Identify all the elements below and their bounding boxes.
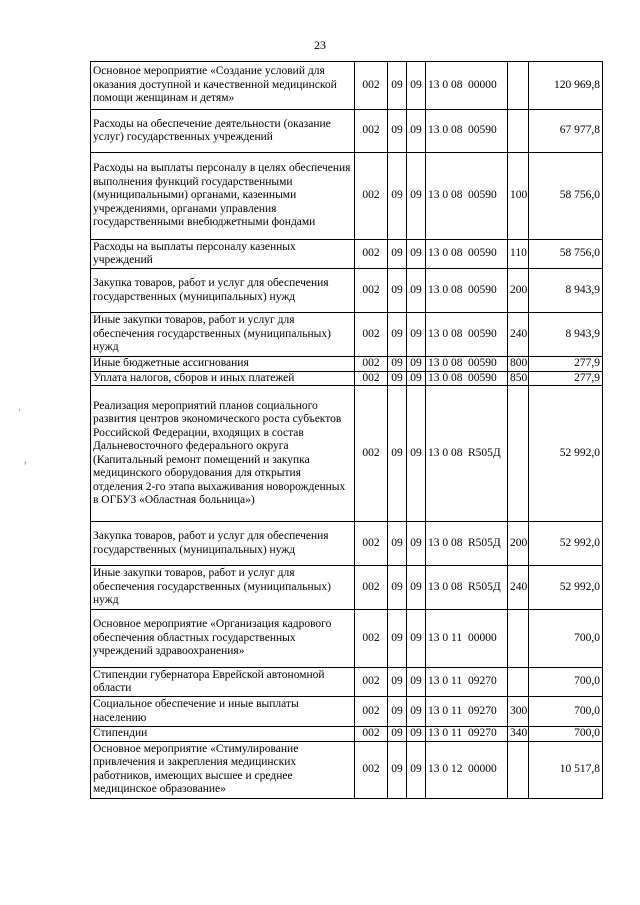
section-cell: 09 (388, 371, 407, 386)
table-row (91, 668, 603, 697)
section-cell: 09 (388, 668, 407, 697)
amount-cell: 58 756,0 (529, 240, 603, 269)
program-code: 13 0 08 (428, 357, 463, 369)
direction-code: 00590 (468, 283, 497, 296)
expense-type-cell (508, 110, 529, 153)
target-code-cell (426, 727, 508, 742)
amount-cell: 700,0 (529, 697, 603, 727)
table-row (91, 357, 603, 372)
ministry-cell: 002 (355, 727, 388, 742)
row-name-cell: Социальное обеспечение и иные выплаты населению (91, 697, 355, 727)
direction-code: 00000 (468, 762, 497, 775)
section-cell: 09 (388, 566, 407, 610)
amount-cell: 58 756,0 (529, 153, 603, 240)
row-name-cell: Расходы на выплаты персоналу в целях обеспечения выполнения функций государственными (муниципальными) органами, казенными учреждениями, органами управления государственными внебюджетными фондами (91, 153, 355, 240)
subsection-cell: 09 (407, 357, 426, 372)
section-cell: 09 (388, 741, 407, 798)
direction-code: 00590 (468, 124, 497, 137)
expense-type-cell (508, 741, 529, 798)
amount-cell: 700,0 (529, 727, 603, 742)
row-name-cell: Иные закупки товаров, работ и услуг для обеспечения государственных (муниципальных) нужд (91, 313, 355, 357)
row-name-cell: Основное мероприятие «Организация кадрового обеспечения областных государственных учреждений здравоохранения» (91, 610, 355, 668)
subsection-cell: 09 (407, 371, 426, 386)
row-name-cell: Расходы на выплаты персоналу казенных учреждений (91, 240, 355, 269)
target-code-cell (426, 668, 508, 697)
section-cell: 09 (388, 697, 407, 727)
expense-type-cell: 200 (508, 269, 529, 313)
budget-table (90, 61, 603, 799)
subsection-cell: 09 (407, 522, 426, 566)
ministry-cell: 002 (355, 522, 388, 566)
section-cell: 09 (388, 153, 407, 240)
ministry-cell: 002 (355, 62, 388, 110)
section-cell: 09 (388, 522, 407, 566)
table-row (91, 566, 603, 610)
section-cell: 09 (388, 357, 407, 372)
table-row (91, 153, 603, 240)
row-name-cell: Закупка товаров, работ и услуг для обеспечения государственных (муниципальных) нужд (91, 522, 355, 566)
table-row (91, 386, 603, 522)
amount-cell: 277,9 (529, 371, 603, 386)
amount-cell: 52 992,0 (529, 522, 603, 566)
expense-type-cell: 240 (508, 566, 529, 610)
amount-cell: 52 992,0 (529, 566, 603, 610)
target-code-cell (426, 371, 508, 386)
program-code: 13 0 08 (428, 446, 463, 459)
expense-type-cell (508, 610, 529, 668)
ministry-cell: 002 (355, 240, 388, 269)
row-name-cell: Основное мероприятие «Стимулирование привлечения и закрепления медицинских работников, имеющих высшее и среднее медицинское образование» (91, 741, 355, 798)
table-row (91, 371, 603, 386)
row-name-cell: Основное мероприятие «Создание условий для оказания доступной и качественной медицинской помощи женщинам и детям» (91, 62, 355, 110)
table-row (91, 522, 603, 566)
subsection-cell: 09 (407, 668, 426, 697)
expense-type-cell: 240 (508, 313, 529, 357)
amount-cell: 277,9 (529, 357, 603, 372)
subsection-cell: 09 (407, 110, 426, 153)
table-row (91, 110, 603, 153)
ministry-cell: 002 (355, 153, 388, 240)
program-code: 13 0 12 (428, 762, 463, 775)
amount-cell: 67 977,8 (529, 110, 603, 153)
program-code: 13 0 11 (428, 727, 463, 739)
subsection-cell: 09 (407, 62, 426, 110)
direction-code: 00590 (468, 189, 497, 202)
row-name-cell: Закупка товаров, работ и услуг для обеспечения государственных (муниципальных) нужд (91, 269, 355, 313)
direction-code: 00000 (468, 78, 497, 91)
table-row (91, 240, 603, 269)
amount-cell: 52 992,0 (529, 386, 603, 522)
direction-code: 00590 (468, 247, 497, 260)
subsection-cell: 09 (407, 610, 426, 668)
ministry-cell: 002 (355, 566, 388, 610)
target-code-cell (426, 522, 508, 566)
subsection-cell: 09 (407, 313, 426, 357)
budget-table-body (91, 62, 603, 799)
expense-type-cell (508, 62, 529, 110)
amount-cell: 120 969,8 (529, 62, 603, 110)
section-cell: 09 (388, 610, 407, 668)
target-code-cell (426, 269, 508, 313)
expense-type-cell: 110 (508, 240, 529, 269)
direction-code: R505Д (468, 536, 501, 549)
ministry-cell: 002 (355, 357, 388, 372)
target-code-cell (426, 313, 508, 357)
direction-code: 00590 (468, 327, 497, 340)
subsection-cell: 09 (407, 741, 426, 798)
subsection-cell: 09 (407, 727, 426, 742)
table-row (91, 313, 603, 357)
row-name-cell: Расходы на обеспечение деятельности (оказание услуг) государственных учреждений (91, 110, 355, 153)
row-name-cell: Реализация мероприятий планов социального развития центров экономического роста субъектов Российской Федерации, входящих в состав Дальневосточного федерального округа (Капитальный ремонт помещений и закупка медицинского оборудования для открытия отделения 2-го этапа выхаживания новорожденных в ОГБУЗ «Областная больница») (91, 386, 355, 522)
target-code-cell (426, 386, 508, 522)
direction-code: 00590 (468, 371, 497, 384)
target-code-cell (426, 62, 508, 110)
expense-type-cell: 340 (508, 727, 529, 742)
target-code-cell (426, 110, 508, 153)
program-code: 13 0 08 (428, 327, 463, 340)
program-code: 13 0 11 (428, 675, 463, 688)
table-row (91, 62, 603, 110)
direction-code: 00590 (468, 357, 497, 369)
margin-mark: · (18, 405, 21, 415)
expense-type-cell: 800 (508, 357, 529, 372)
ministry-cell: 002 (355, 371, 388, 386)
expense-type-cell (508, 386, 529, 522)
subsection-cell: 09 (407, 566, 426, 610)
program-code: 13 0 11 (428, 704, 463, 717)
direction-code: 09270 (468, 675, 497, 688)
amount-cell: 700,0 (529, 668, 603, 697)
target-code-cell (426, 240, 508, 269)
subsection-cell: 09 (407, 269, 426, 313)
amount-cell: 8 943,9 (529, 269, 603, 313)
section-cell: 09 (388, 313, 407, 357)
program-code: 13 0 08 (428, 536, 463, 549)
target-code-cell (426, 153, 508, 240)
ministry-cell: 002 (355, 269, 388, 313)
subsection-cell: 09 (407, 697, 426, 727)
section-cell: 09 (388, 62, 407, 110)
ministry-cell: 002 (355, 110, 388, 153)
row-name-cell: Уплата налогов, сборов и иных платежей (91, 371, 355, 386)
page-number: 23 (314, 38, 326, 52)
expense-type-cell: 850 (508, 371, 529, 386)
subsection-cell: 09 (407, 386, 426, 522)
target-code-cell (426, 741, 508, 798)
row-name-cell: Стипендии губернатора Еврейской автономной области (91, 668, 355, 697)
direction-code: 00000 (468, 631, 497, 644)
amount-cell: 8 943,9 (529, 313, 603, 357)
row-name-cell: Иные бюджетные ассигнования (91, 357, 355, 372)
target-code-cell (426, 357, 508, 372)
target-code-cell (426, 697, 508, 727)
ministry-cell: 002 (355, 741, 388, 798)
ministry-cell: 002 (355, 313, 388, 357)
direction-code: 09270 (468, 704, 497, 717)
program-code: 13 0 08 (428, 580, 463, 593)
amount-cell: 10 517,8 (529, 741, 603, 798)
table-row (91, 697, 603, 727)
table-row (91, 727, 603, 742)
target-code-cell (426, 610, 508, 668)
program-code: 13 0 08 (428, 283, 463, 296)
section-cell: 09 (388, 240, 407, 269)
expense-type-cell (508, 668, 529, 697)
section-cell: 09 (388, 386, 407, 522)
subsection-cell: 09 (407, 240, 426, 269)
section-cell: 09 (388, 269, 407, 313)
expense-type-cell: 200 (508, 522, 529, 566)
ministry-cell: 002 (355, 697, 388, 727)
table-row (91, 741, 603, 798)
direction-code: 09270 (468, 727, 497, 739)
row-name-cell: Иные закупки товаров, работ и услуг для обеспечения государственных (муниципальных) нужд (91, 566, 355, 610)
program-code: 13 0 08 (428, 371, 463, 384)
subsection-cell: 09 (407, 153, 426, 240)
ministry-cell: 002 (355, 668, 388, 697)
program-code: 13 0 08 (428, 189, 463, 202)
target-code-cell (426, 566, 508, 610)
direction-code: R505Д (468, 446, 501, 459)
ministry-cell: 002 (355, 386, 388, 522)
table-row (91, 610, 603, 668)
row-name-cell: Стипендии (91, 727, 355, 742)
program-code: 13 0 08 (428, 78, 463, 91)
program-code: 13 0 08 (428, 247, 463, 260)
program-code: 13 0 11 (428, 631, 463, 644)
section-cell: 09 (388, 727, 407, 742)
ministry-cell: 002 (355, 610, 388, 668)
table-row (91, 269, 603, 313)
expense-type-cell: 100 (508, 153, 529, 240)
expense-type-cell: 300 (508, 697, 529, 727)
direction-code: R505Д (468, 580, 501, 593)
section-cell: 09 (388, 110, 407, 153)
amount-cell: 700,0 (529, 610, 603, 668)
program-code: 13 0 08 (428, 124, 463, 137)
margin-mark: , (24, 455, 27, 465)
